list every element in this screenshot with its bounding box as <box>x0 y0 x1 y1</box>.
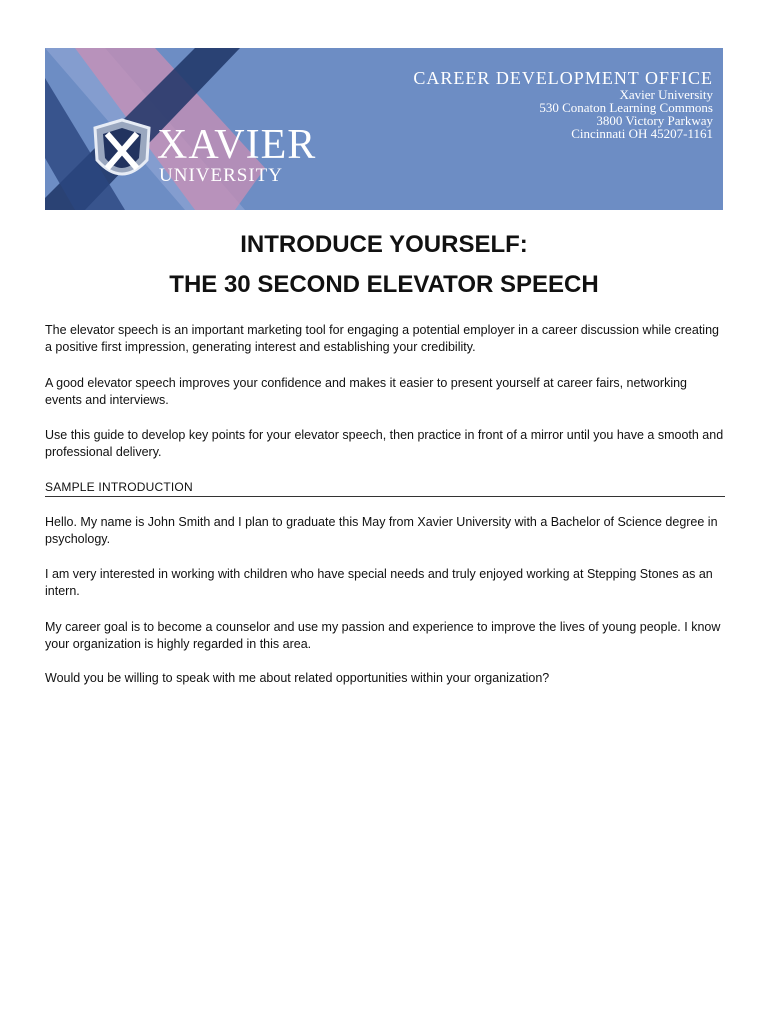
logo-subtitle: UNIVERSITY <box>159 165 283 186</box>
intro-paragraph: Use this guide to develop key points for your elevator speech, then practice in front of a mirror until you have a smooth and professional delivery. <box>45 428 724 459</box>
logo-wordmark: XAVIER <box>157 122 317 168</box>
header-banner <box>45 48 723 210</box>
intro-paragraph: The elevator speech is an important marketing tool for engaging a potential employer in a career discussion while creating a positive first impression, generating interest and establishing your credibility. <box>45 323 719 354</box>
title-line-2: THE 30 SECOND ELEVATOR SPEECH <box>169 271 599 298</box>
address-line: 3800 Victory Parkway <box>596 113 713 128</box>
address-line: Cincinnati OH 45207-1161 <box>571 126 713 141</box>
address-line: Xavier University <box>619 87 713 102</box>
address-line: 530 Conaton Learning Commons <box>539 100 713 115</box>
title-line-1: INTRODUCE YOURSELF: <box>240 231 528 258</box>
sample-paragraph: Hello. My name is John Smith and I plan to graduate this May from Xavier University with a Bachelor of Science degree in psychology. <box>45 515 718 546</box>
xavier-shield-icon <box>95 120 149 174</box>
intro-paragraph: A good elevator speech improves your confidence and makes it easier to present yourself at career fairs, networking events and interviews. <box>45 376 688 407</box>
office-title: CAREER DEVELOPMENT OFFICE <box>413 68 713 88</box>
office-info <box>413 68 713 140</box>
sample-paragraph: I am very interested in working with children who have special needs and truly enjoyed working at Stepping Stones as an intern. <box>45 567 713 598</box>
section-heading: SAMPLE INTRODUCTION <box>45 480 725 497</box>
sample-paragraph: Would you be willing to speak with me about related opportunities within your organization? <box>45 671 550 685</box>
sample-paragraph: My career goal is to become a counselor and use my passion and experience to improve the lives of young people. I know your organization is highly regarded in this area. <box>45 620 721 651</box>
